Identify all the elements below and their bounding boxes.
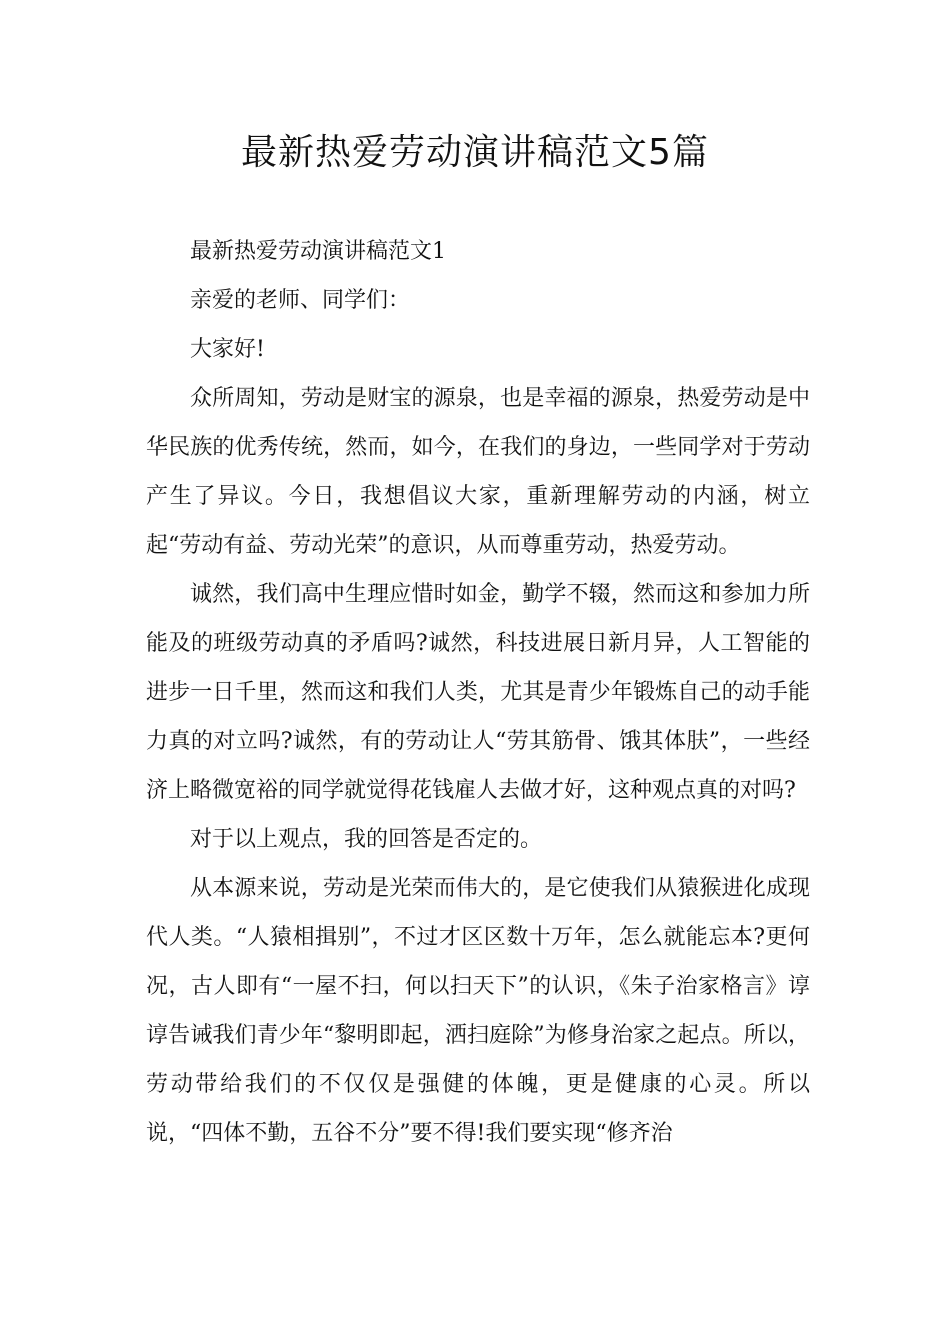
- paragraph: 对于以上观点，我的回答是否定的。: [190, 827, 543, 852]
- greeting: 大家好!: [190, 337, 265, 362]
- paragraph: 诚然，我们高中生理应惜时如金，勤学不辍，然而这和参加力所能及的班级劳动真的矛盾吗?诚然，科技进展日新月异，人工智能的进步一日千里，然而这和我们人类，尤其是青少年锻炼自己的动手能力真的对立吗?诚然，有的劳动让人“劳其筋骨、饿其体肤”，一些经济上略微宽裕的同学就觉得花钱雇人去做才好，这种观点真的对吗?: [146, 582, 810, 803]
- paragraph: 众所周知，劳动是财宝的源泉，也是幸福的源泉，热爱劳动是中华民族的优秀传统，然而，如今，在我们的身边，一些同学对于劳动产生了异议。今日，我想倡议大家，重新理解劳动的内涵，树立起“劳动有益、劳动光荣”的意识，从而尊重劳动，热爱劳动。: [146, 386, 810, 558]
- document-body: [146, 227, 810, 1158]
- document-title: 最新热爱劳动演讲稿范文5篇: [241, 132, 709, 173]
- salutation: 亲爱的老师、同学们：: [190, 288, 411, 313]
- section-heading: 最新热爱劳动演讲稿范文1: [190, 239, 446, 264]
- paragraph: 从本源来说，劳动是光荣而伟大的，是它使我们从猿猴进化成现代人类。“人猿相揖别”，不过才区区数十万年，怎么就能忘本?更何况，古人即有“一屋不扫，何以扫天下”的认识，《朱子治家格言》谆谆告诫我们青少年“黎明即起，洒扫庭除”为修身治家之起点。所以，劳动带给我们的不仅仅是强健的体魄，更是健康的心灵。所以说，“四体不勤，五谷不分”要不得!我们要实现“修齐治: [146, 876, 810, 1146]
